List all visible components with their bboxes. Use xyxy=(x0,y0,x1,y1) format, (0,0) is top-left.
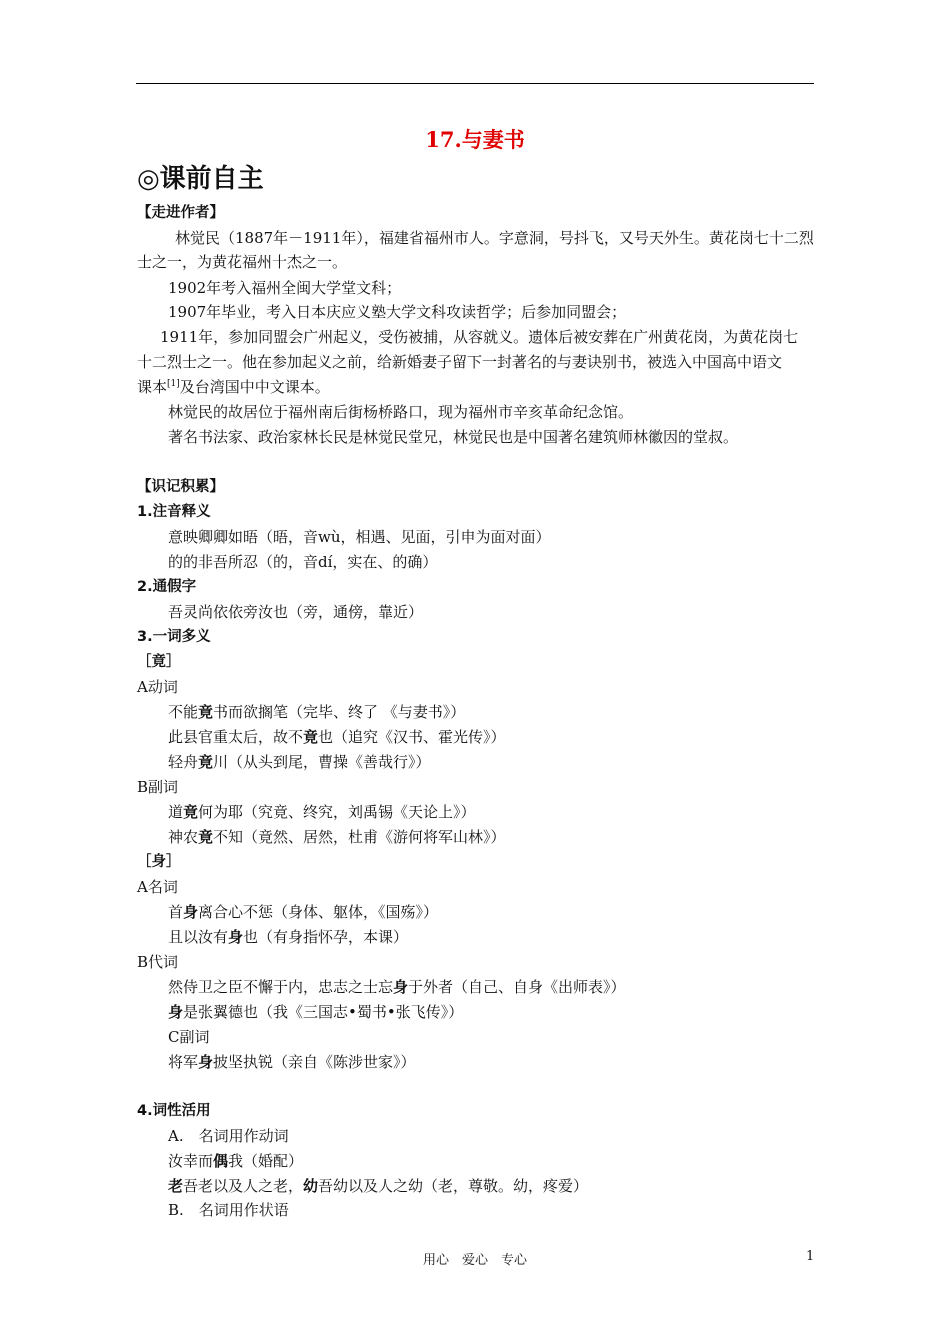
author-para-1b: 士之一，为黄花福州十杰之一。 xyxy=(137,253,348,271)
sub-heading-4: 4.词性活用 xyxy=(137,1103,211,1119)
shen-example-5: 将军身披坚执锐（亲自《陈涉世家》） xyxy=(168,1053,416,1071)
footnote-ref[interactable]: [1] xyxy=(167,379,180,389)
author-para-2: 1902年考入福州全闽大学堂文科； xyxy=(168,279,402,297)
word-shen-heading: ［身］ xyxy=(137,854,181,870)
usage-b-label: B. 名词用作状语 xyxy=(168,1201,289,1219)
page-number: 1 xyxy=(806,1249,815,1264)
page-footer: 用心 爱心 专心 xyxy=(422,1253,527,1268)
jing-example-3: 轻舟竟川（从头到尾，曹操《善哉行》） xyxy=(168,753,431,771)
author-para-4c: 课本[1]及台湾国中中文课本。 xyxy=(137,378,330,396)
author-para-6: 著名书法家、政治家林长民是林觉民堂兄，林觉民也是中国著名建筑师林徽因的堂叔。 xyxy=(168,428,739,446)
usage-a-label: A. 名词用作动词 xyxy=(168,1127,289,1145)
jing-example-2: 此县官重太后，故不竟也（追究《汉书、霍光传》） xyxy=(168,728,506,746)
phonetic-1: 意映卿卿如晤（晤，音wù，相遇、见面，引申为面对面） xyxy=(168,528,551,546)
accum-heading: 【识记积累】 xyxy=(137,479,224,495)
jing-example-1: 不能竟书而欲搁笔（完毕、终了 《与妻书》） xyxy=(168,703,466,721)
section-heading: ◎课前自主 xyxy=(137,164,264,194)
author-para-5: 林觉民的故居位于福州南后街杨桥路口，现为福州市辛亥革命纪念馆。 xyxy=(168,403,634,421)
author-para-1a: 林觉民（1887年－1911年），福建省福州市人。字意洞，号抖飞，又号天外生。黄花岗七十二烈 xyxy=(175,229,814,247)
shen-example-1: 首身离合心不惩（身体、躯体，《国殇》） xyxy=(168,903,439,921)
shen-noun-label: A名词 xyxy=(137,878,178,896)
author-heading: 【走进作者】 xyxy=(137,205,224,221)
author-para-4b: 十二烈士之一。他在参加起义之前，给新婚妻子留下一封著名的与妻诀别书，被选入中国高中语文 xyxy=(137,353,783,371)
usage-example-2: 老吾老以及人之老，幼吾幼以及人之幼（老，尊敬。幼，疼爱） xyxy=(168,1177,589,1195)
shen-pronoun-label: B代词 xyxy=(137,953,179,971)
shen-adverb-label: C副词 xyxy=(168,1028,210,1046)
shen-example-2: 且以汝有身也（有身指怀孕，本课） xyxy=(168,928,409,946)
shen-example-3: 然侍卫之臣不懈于内，忠志之士忘身于外者（自己、自身《出师表》） xyxy=(168,978,626,996)
phonetic-2: 的的非吾所忍（的，音dí，实在、的确） xyxy=(168,553,438,571)
sub-heading-2: 2.通假字 xyxy=(137,579,197,595)
author-para-3: 1907年毕业，考入日本庆应义塾大学文科攻读哲学；后参加同盟会； xyxy=(168,303,627,321)
author-para-4a: 1911年，参加同盟会广州起义，受伤被捕，从容就义。遗体后被安葬在广州黄花岗，为黄花岗七 xyxy=(160,328,799,346)
jing-adverb-label: B副词 xyxy=(137,778,179,796)
sub-heading-1: 1.注音释义 xyxy=(137,504,211,520)
shen-example-4: 身是张翼德也（我《三国志•蜀书•张飞传》） xyxy=(168,1003,464,1021)
jing-example-4: 道竟何为耶（究竟、终究，刘禹锡《天论上》） xyxy=(168,803,476,821)
sub-heading-3: 3.一词多义 xyxy=(137,629,211,645)
jing-example-5: 神农竟不知（竟然、居然，杜甫《游何将军山林》） xyxy=(168,828,506,846)
jing-verb-label: A动词 xyxy=(137,678,178,696)
word-jing-heading: ［竟］ xyxy=(137,654,181,670)
loan-word-1: 吾灵尚依依旁汝也（旁，通傍，靠近） xyxy=(168,603,424,621)
page-title: 17.与妻书 xyxy=(425,127,525,152)
header-rule xyxy=(136,83,814,84)
usage-example-1: 汝幸而偶我（婚配） xyxy=(168,1152,304,1170)
